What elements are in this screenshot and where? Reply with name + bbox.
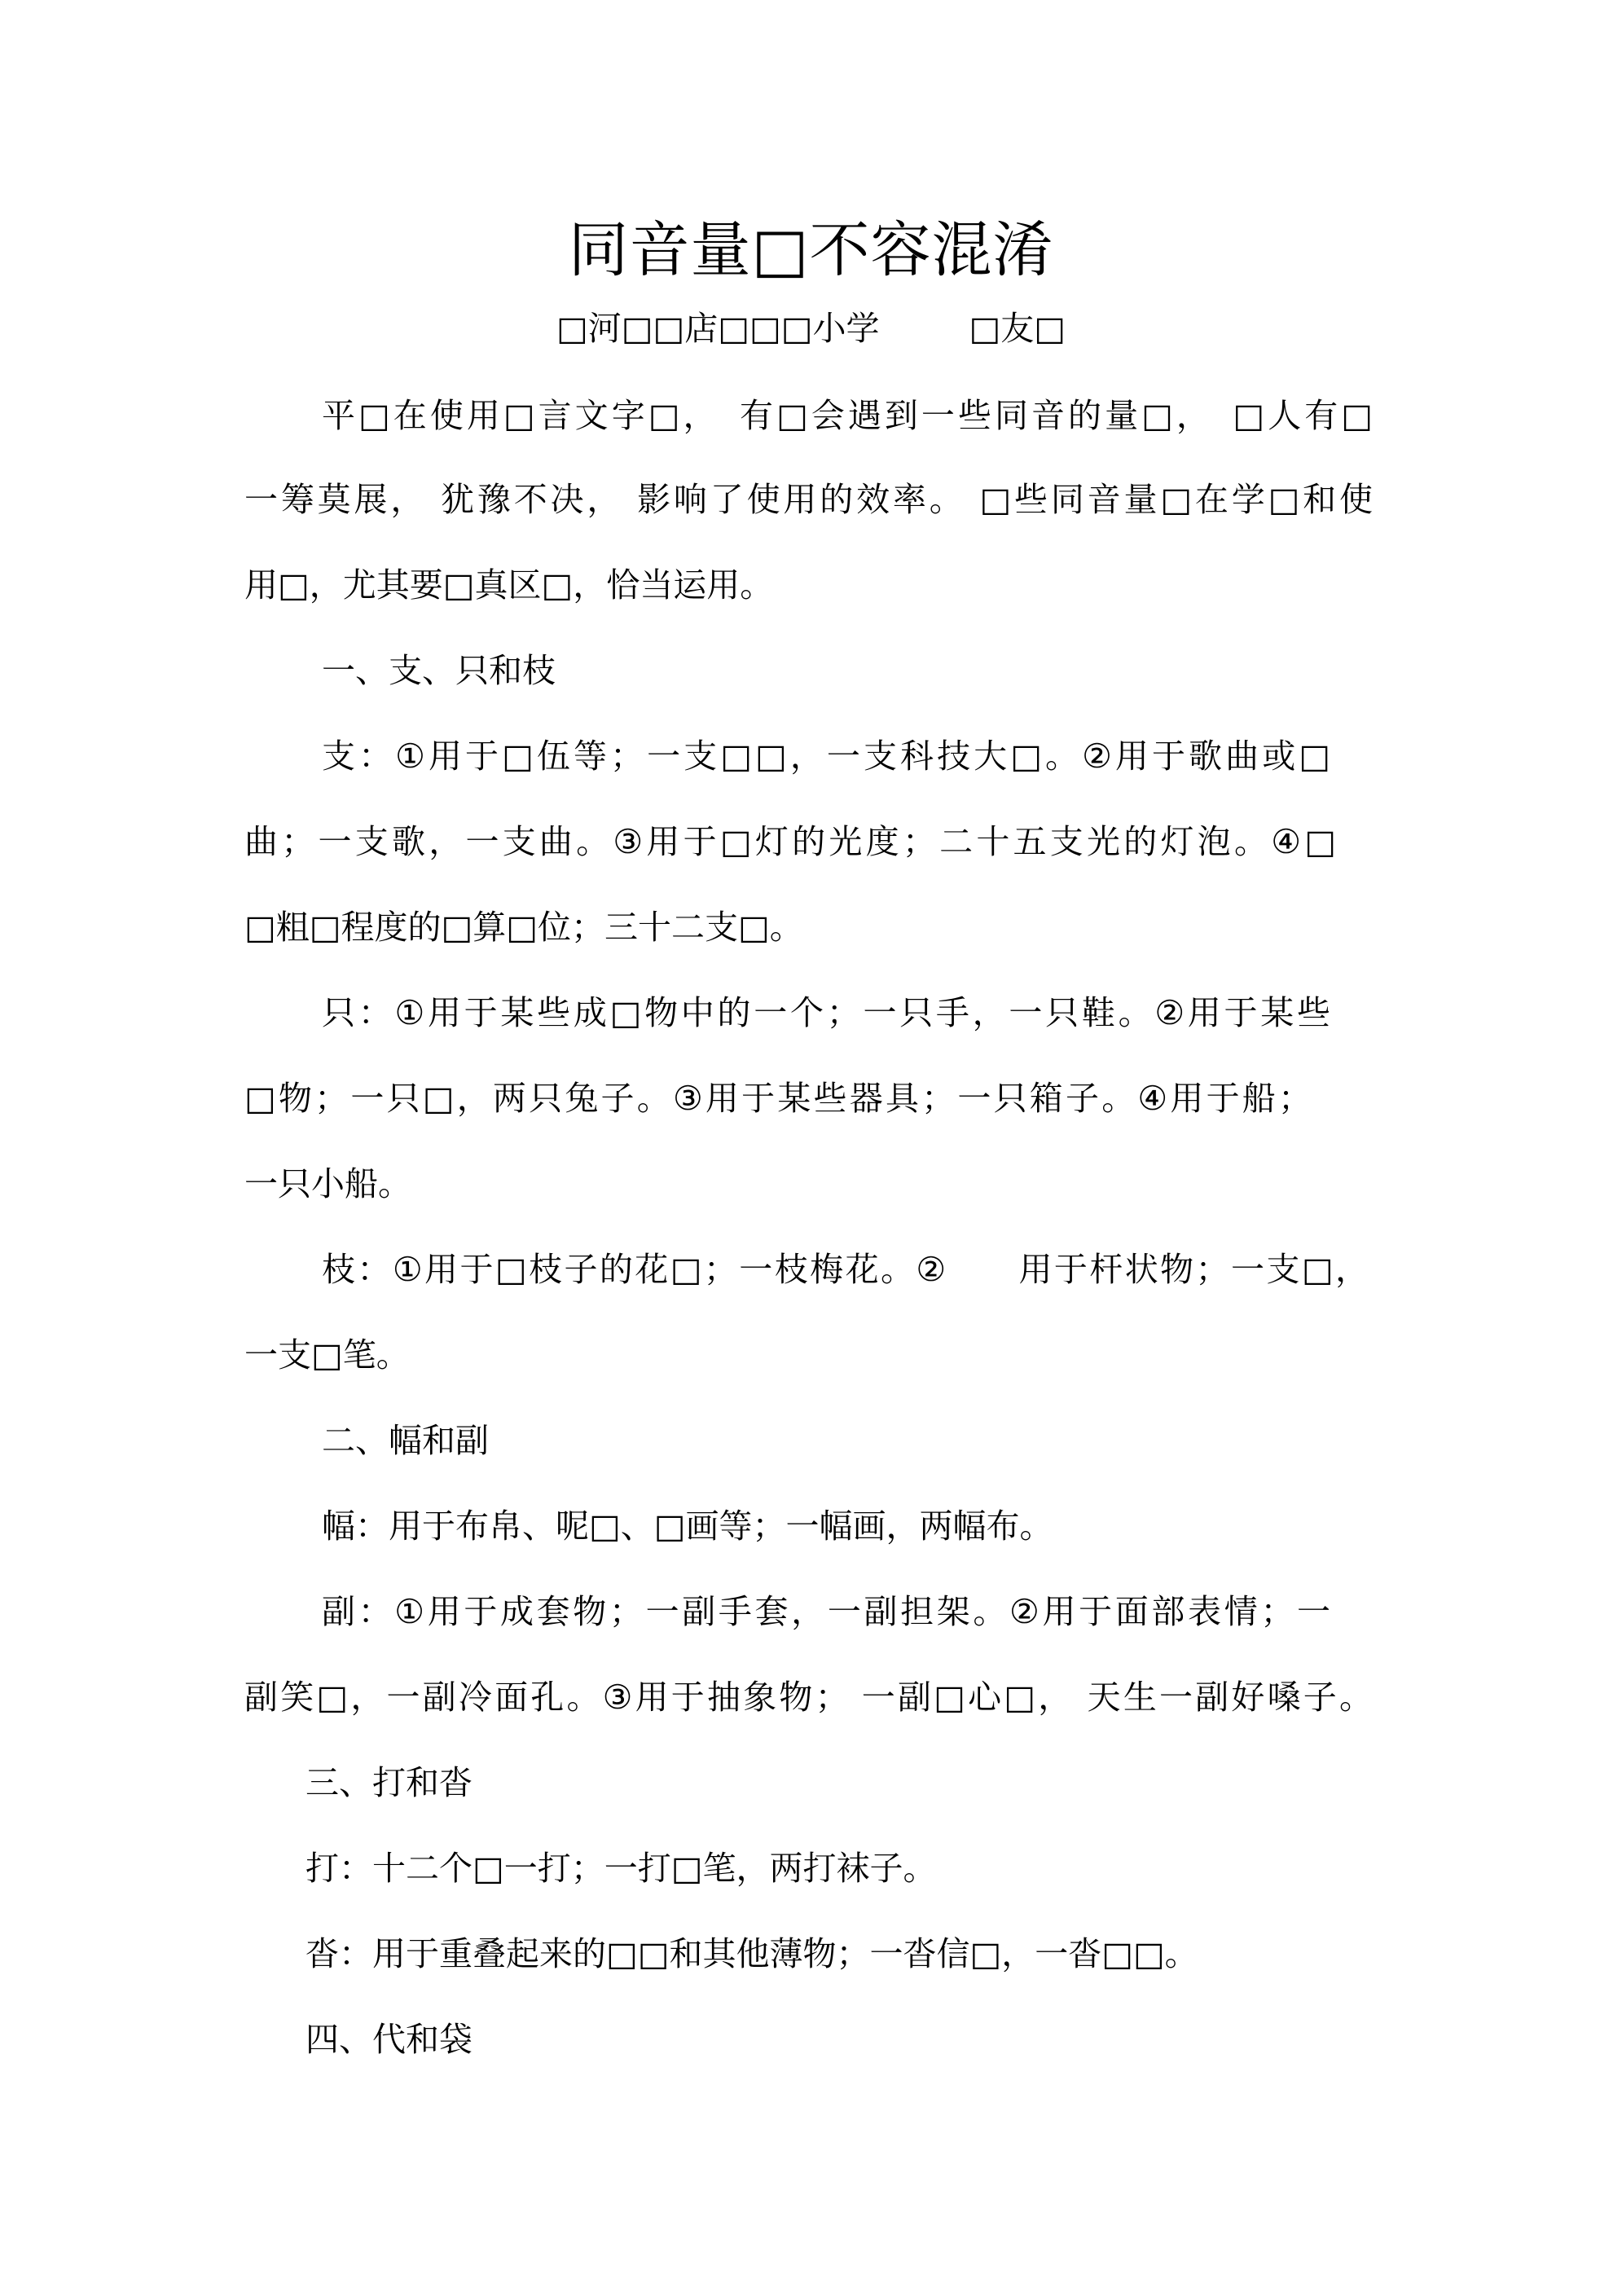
paragraph-line: 曲；一支歌，一支曲。③用于□灯的光度；二十五支光的灯泡。④□	[244, 822, 1336, 861]
byline-school: □河□□店□□□小学	[556, 309, 880, 348]
paragraph-line: 副笑□，一副冷面孔。③用于抽象物； 一副□心□， 天生一副好嗓子。	[244, 1678, 1373, 1717]
paragraph-line: 平□在使用□言文字□， 有□会遇到一些同音的量□， □人有□	[322, 396, 1373, 435]
paragraph-line: 只：①用于某些成□物中的一个；一只手，一只鞋。②用于某些	[322, 993, 1330, 1032]
byline-author: □友□	[969, 309, 1066, 348]
paragraph-line: 幅：用于布帛、呢□、□画等；一幅画，两幅布。	[322, 1506, 1053, 1546]
document-title: 同音量□不容混淆	[568, 215, 1054, 285]
paragraph-line: 一只小船。	[244, 1164, 411, 1203]
paragraph-line: 支：①用于□伍等；一支□□，一支科技大□。②用于歌曲或□	[322, 737, 1330, 776]
section-heading: 三、打和沓	[305, 1763, 473, 1802]
section-heading: 二、幅和副	[322, 1421, 489, 1460]
section-heading: 一、支、只和枝	[322, 651, 556, 690]
paragraph-line: 沓：用于重叠起来的□□和其他薄物；一沓信□，一沓□□。	[305, 1934, 1198, 1973]
byline	[0, 304, 1622, 353]
section-heading: 四、代和袋	[305, 2020, 473, 2059]
paragraph-line: 一支□笔。	[244, 1335, 410, 1375]
paragraph-line: 枝：①用于□枝子的花□；一枝梅花。② 用于杆状物；一支□，	[322, 1250, 1369, 1289]
paragraph-line: 一筹莫展， 犹豫不决， 影响了使用的效率。 □些同音量□在学□和使	[244, 480, 1373, 519]
paragraph-line: 用□，尤其要□真区□，恰当运用。	[244, 565, 774, 605]
paragraph-line: □粗□程度的□算□位；三十二支□。	[244, 908, 803, 947]
paragraph-line: 打：十二个□一打；一打□笔，两打袜子。	[305, 1849, 937, 1888]
paragraph-line: □物；一只□，两只兔子。③用于某些器具；一只箱子。④用于船；	[244, 1079, 1312, 1118]
paragraph-line: 副：①用于成套物；一副手套，一副担架。②用于面部表情；一	[322, 1592, 1330, 1631]
